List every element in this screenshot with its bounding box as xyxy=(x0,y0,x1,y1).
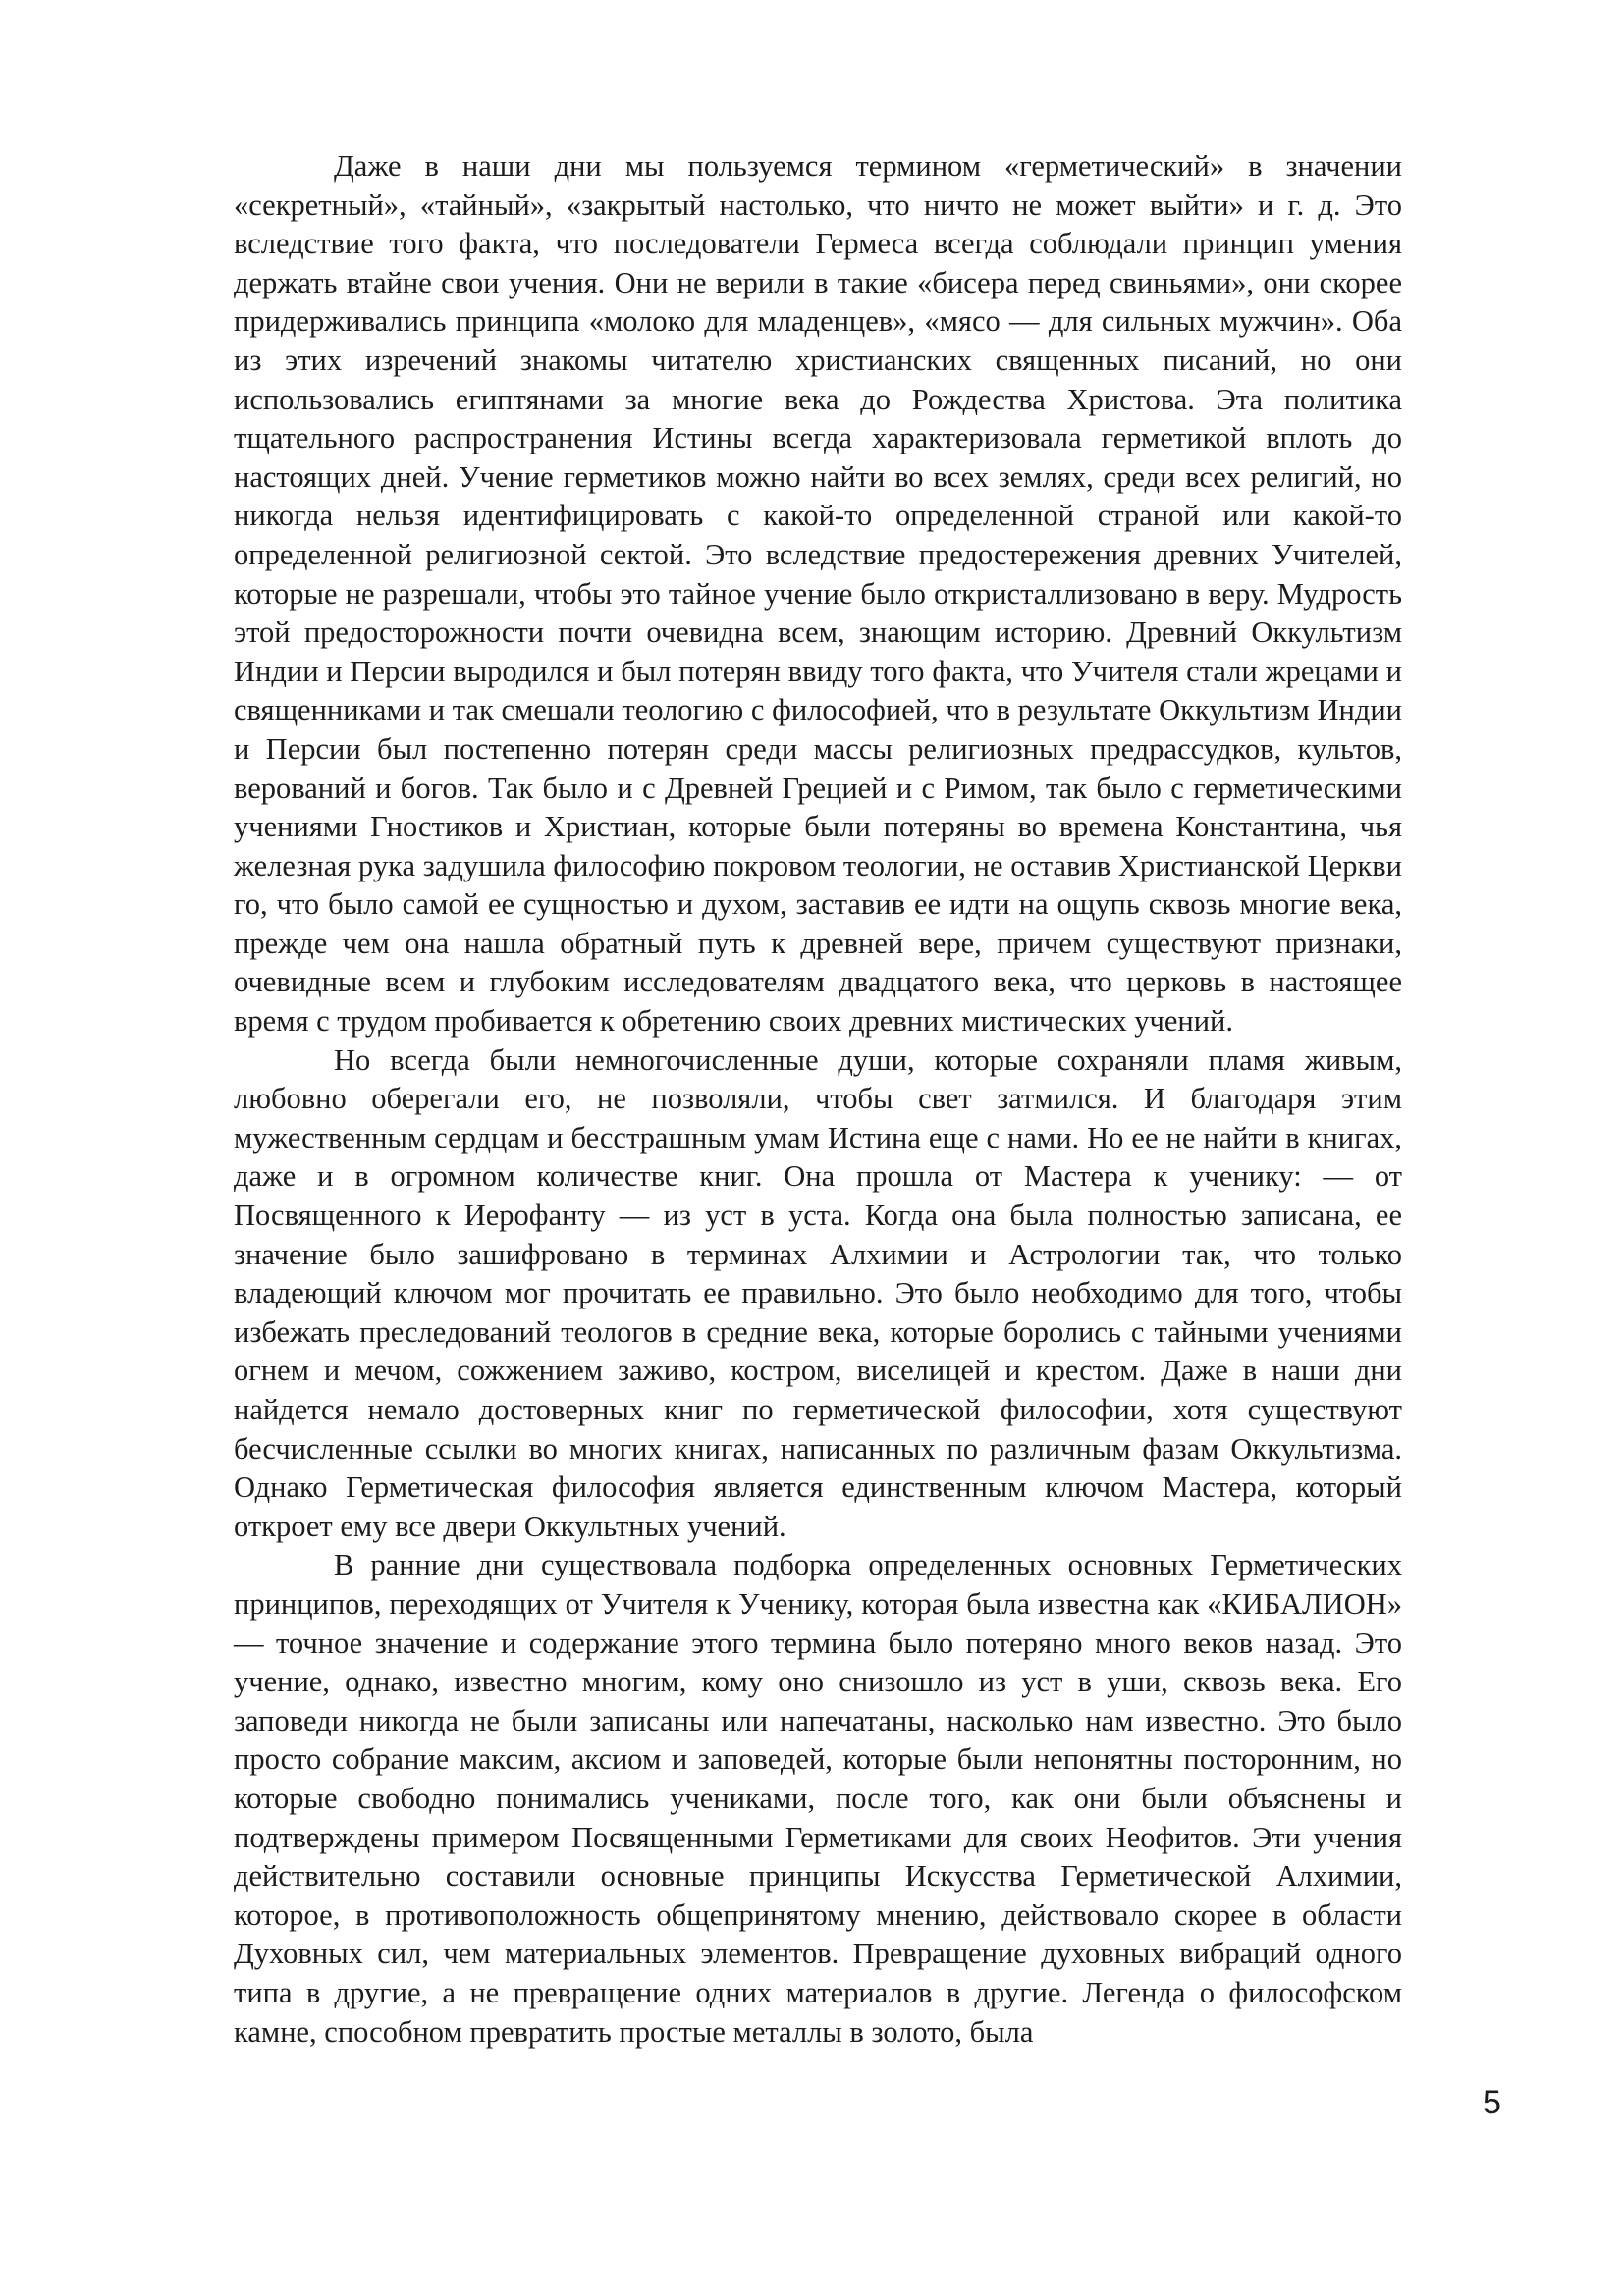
paragraph-hermetic-secrecy: Даже в наши дни мы пользуемся термином «герметический» в значении «секретный», «тайный», «закрытый настолько, что ничто не может выйти» и г. д. Это вследствие того факта, что последователи Гермеса всегда соблюдали принцип умения держать втайне свои учения. Они не верили в такие «бисера перед свиньями», они скорее придерживались принципа «молоко для младенцев», «мясо — для сильных мужчин». Оба из этих изречений знакомы читателю христианских священных писаний, но они использовались египтянами за многие века до Рождества Христова. Эта политика тщательного распространения Истины всегда характеризовала герметикой вплоть до настоящих дней. Учение герметиков можно найти во всех землях, среди всех религий, но никогда нельзя идентифицировать с какой-то определенной страной или какой-то определенной религиозной сектой. Это вследствие предостережения древних Учителей, которые не разрешали, чтобы это тайное учение было откристаллизовано в веру. Мудрость этой предосторожности почти очевидна всем, знающим историю. Древний Оккультизм Индии и Персии выродился и был потерян ввиду того факта, что Учителя стали жрецами и священниками и так смешали теологию с философией, что в результате Оккультизм Индии и Персии был постепенно потерян среди массы религиозных предрассудков, культов, верований и богов. Так было и с Древней Грецией и с Римом, так было с герметическими учениями Гностиков и Христиан, которые были потеряны во времена Константина, чья железная рука задушила философию покровом теологии, не оставив Христианской Церкви го, что было самой ее сущностью и духом, заставив ее идти на ощупь сквозь многие века, прежде чем она нашла обратный путь к древней вере, причем существуют признаки, очевидные всем и глубоким исследователям двадцатого века, что церковь в настоящее время с трудом пробивается к обретению своих древних мистических учений. xyxy=(234,149,1402,1039)
paragraph-keepers-of-truth: Но всегда были немногочисленные души, которые сохраняли пламя живым, любовно оберегали его, не позволяли, чтобы свет затмился. И благодаря этим мужественным сердцам и бесстрашным умам Истина еще с нами. Но ее не найти в книгах, даже и в огромном количестве книг. Она прошла от Мастера к ученику: — от Посвященного к Иерофанту — из уст в уста. Когда она была полностью записана, ее значение было зашифровано в терминах Алхимии и Астрологии так, что только владеющий ключом мог прочитать ее правильно. Это было необходимо для того, чтобы избежать преследований теологов в средние века, которые боролись с тайными учениями огнем и мечом, сожжением заживо, костром, виселицей и крестом. Даже в наши дни найдется немало достоверных книг по герметической философии, хотя существуют бесчисленные ссылки во многих книгах, написанных по различным фазам Оккультизма. Однако Герметическая философия является единственным ключом Мастера, который откроет ему все двери Оккультных учений. xyxy=(234,1042,1402,1543)
paragraph-kybalion: В ранние дни существовала подборка определенных основных Герметических принципов, переходящих от Учителя к Ученику, которая была известна как «КИБАЛИОН» — точное значение и содержание этого термина было потеряно много веков назад. Это учение, однако, известно многим, кому оно снизошло из уст в уши, сквозь века. Его заповеди никогда не были записаны или напечатаны, насколько нам известно. Это было просто собрание максим, аксиом и заповедей, которые были непонятны посторонним, но которые свободно понимались учениками, после того, как они были объяснены и подтверждены примером Посвященными Герметиками для своих Неофитов. Эти учения действительно составили основные принципы Искусства Герметической Алхимии, которое, в противоположность общепринятому мнению, действовало скорее в области Духовных сил, чем материальных элементов. Превращение духовных вибраций одного типа в другие, а не превращение одних материалов в другие. Легенда о философском камне, способном превратить простые металлы в золото, была xyxy=(234,1548,1402,2049)
text-body xyxy=(234,147,1402,2052)
page-number: 5 xyxy=(1483,2084,1501,2121)
